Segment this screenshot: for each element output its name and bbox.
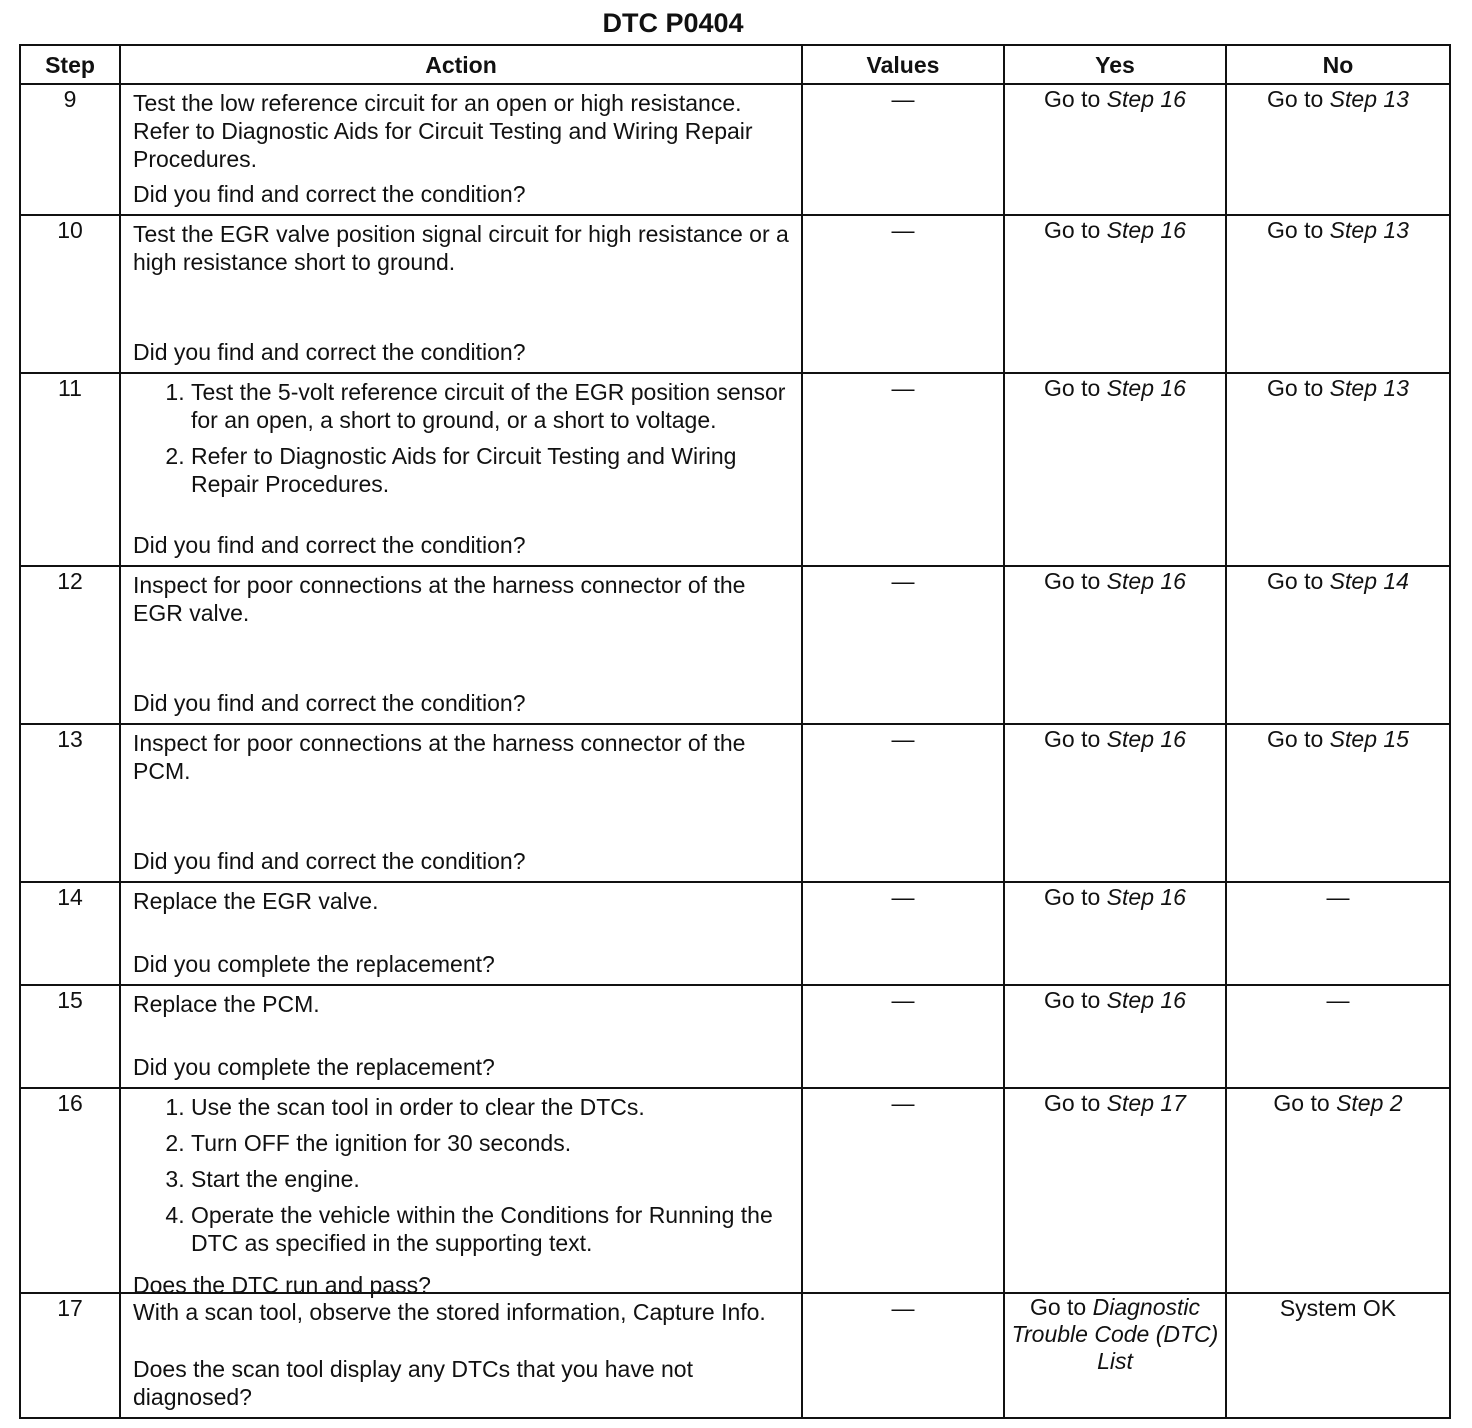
- yes-cell: [1004, 1293, 1226, 1418]
- no-prefix: Go to: [1267, 217, 1330, 243]
- header-row: [20, 45, 1450, 84]
- no-cell: [1226, 1293, 1450, 1418]
- values-cell: —: [802, 985, 1004, 1088]
- action-cell: [120, 724, 802, 882]
- action-text: Replace the PCM.: [133, 991, 320, 1017]
- no-cell: [1226, 882, 1450, 985]
- action-steps-list: [133, 378, 791, 498]
- step-number: 15: [20, 985, 120, 1088]
- header-step: Step: [20, 45, 120, 84]
- action-question: Did you complete the replacement?: [133, 951, 495, 977]
- step-number: 17: [20, 1293, 120, 1418]
- yes-cell: [1004, 84, 1226, 215]
- action-question: Did you find and correct the condition?: [133, 532, 526, 558]
- action-text: Test the EGR valve position signal circuit for high resistance or a high resistance short to ground.: [133, 221, 789, 275]
- action-cell: [120, 566, 802, 724]
- yes-cell: [1004, 724, 1226, 882]
- table-row: [20, 373, 1450, 566]
- action-question: Does the scan tool display any DTCs that you have not diagnosed?: [133, 1356, 693, 1410]
- no-prefix: Go to: [1267, 568, 1330, 594]
- yes-prefix: Go to: [1029, 1294, 1093, 1320]
- values-cell: —: [802, 215, 1004, 373]
- table-row: [20, 1088, 1450, 1293]
- action-question: Did you find and correct the condition?: [133, 181, 526, 207]
- table-row: [20, 566, 1450, 724]
- action-text: Inspect for poor connections at the harness connector of the EGR valve.: [133, 572, 746, 626]
- values-cell: —: [802, 1293, 1004, 1418]
- header-yes: Yes: [1004, 45, 1226, 84]
- step-number: 14: [20, 882, 120, 985]
- yes-link[interactable]: Diagnostic Trouble Code (DTC) List: [1011, 1294, 1219, 1374]
- action-question: Does the DTC run and pass?: [133, 1272, 431, 1298]
- no-cell: [1226, 373, 1450, 566]
- table-row: [20, 215, 1450, 373]
- yes-prefix: Go to: [1044, 987, 1107, 1013]
- step-number: 9: [20, 84, 120, 215]
- table-row: [20, 882, 1450, 985]
- action-text: With a scan tool, observe the stored information, Capture Info.: [133, 1299, 766, 1325]
- yes-prefix: Go to: [1044, 726, 1107, 752]
- yes-step-link[interactable]: Step 16: [1106, 884, 1186, 910]
- action-question: Did you complete the replacement?: [133, 1054, 495, 1080]
- no-cell: [1226, 84, 1450, 215]
- no-cell: [1226, 724, 1450, 882]
- yes-cell: [1004, 882, 1226, 985]
- yes-prefix: Go to: [1044, 1090, 1107, 1116]
- no-text: —: [1326, 884, 1350, 910]
- yes-prefix: Go to: [1044, 568, 1107, 594]
- step-number: 10: [20, 215, 120, 373]
- action-cell: [120, 84, 802, 215]
- table-row: [20, 1293, 1450, 1418]
- table-row: [20, 724, 1450, 882]
- action-question: Did you find and correct the condition?: [133, 690, 526, 716]
- dtc-table: [19, 44, 1451, 1419]
- list-item: 4. Operate the vehicle within the Conditions for Running the DTC as specified in the supporting text.: [191, 1201, 791, 1257]
- yes-step-link[interactable]: Step 16: [1106, 375, 1186, 401]
- values-cell: —: [802, 724, 1004, 882]
- values-cell: —: [802, 882, 1004, 985]
- action-question: Did you find and correct the condition?: [133, 848, 526, 874]
- action-question: Did you find and correct the condition?: [133, 339, 526, 365]
- no-cell: [1226, 1088, 1450, 1293]
- no-prefix: Go to: [1273, 1090, 1337, 1116]
- yes-cell: [1004, 985, 1226, 1088]
- values-cell: —: [802, 566, 1004, 724]
- no-prefix: Go to: [1267, 375, 1330, 401]
- yes-cell: [1004, 215, 1226, 373]
- action-text: Test the low reference circuit for an open or high resistance. Refer to Diagnostic Aids for Circuit Testing and Wiring Repair Procedures.: [133, 90, 753, 172]
- yes-prefix: Go to: [1044, 375, 1107, 401]
- action-text: Replace the EGR valve.: [133, 888, 379, 914]
- action-text: Inspect for poor connections at the harness connector of the PCM.: [133, 730, 746, 784]
- table-row: [20, 84, 1450, 215]
- header-no: No: [1226, 45, 1450, 84]
- yes-step-link[interactable]: Step 16: [1106, 568, 1186, 594]
- action-cell: [120, 373, 802, 566]
- no-step-link[interactable]: Step 13: [1329, 86, 1409, 112]
- list-item: 2. Refer to Diagnostic Aids for Circuit Testing and Wiring Repair Procedures.: [191, 442, 791, 498]
- no-text: —: [1326, 987, 1350, 1013]
- values-cell: —: [802, 373, 1004, 566]
- no-step-link[interactable]: Step 15: [1329, 726, 1409, 752]
- no-cell: [1226, 215, 1450, 373]
- list-item: 1. Test the 5-volt reference circuit of the EGR position sensor for an open, a short to ground, or a short to voltage.: [191, 378, 791, 434]
- values-cell: —: [802, 84, 1004, 215]
- list-item: 3. Start the engine.: [191, 1165, 791, 1193]
- no-prefix: Go to: [1267, 86, 1330, 112]
- no-step-link[interactable]: Step 14: [1329, 568, 1409, 594]
- action-cell: [120, 215, 802, 373]
- step-number: 11: [20, 373, 120, 566]
- yes-step-link[interactable]: Step 17: [1106, 1090, 1186, 1116]
- yes-cell: [1004, 566, 1226, 724]
- action-steps-list: [133, 1093, 791, 1257]
- action-cell: [120, 1293, 802, 1418]
- no-text: System OK: [1279, 1295, 1397, 1321]
- yes-step-link[interactable]: Step 16: [1106, 217, 1186, 243]
- no-cell: [1226, 985, 1450, 1088]
- action-cell: [120, 1088, 802, 1298]
- action-cell: [120, 882, 802, 985]
- no-step-link[interactable]: Step 13: [1329, 375, 1409, 401]
- step-number: 16: [20, 1088, 120, 1293]
- yes-prefix: Go to: [1044, 884, 1107, 910]
- yes-step-link[interactable]: Step 16: [1106, 987, 1186, 1013]
- yes-step-link[interactable]: Step 16: [1106, 86, 1186, 112]
- page-title: DTC P0404: [602, 8, 744, 38]
- no-cell: [1226, 566, 1450, 724]
- no-step-link[interactable]: Step 2: [1336, 1090, 1403, 1116]
- yes-cell: [1004, 1088, 1226, 1293]
- no-prefix: Go to: [1267, 726, 1330, 752]
- action-cell: [120, 985, 802, 1088]
- yes-prefix: Go to: [1044, 217, 1107, 243]
- yes-cell: [1004, 373, 1226, 566]
- list-item: 2. Turn OFF the ignition for 30 seconds.: [191, 1129, 791, 1157]
- values-cell: —: [802, 1088, 1004, 1293]
- step-number: 12: [20, 566, 120, 724]
- table-row: [20, 985, 1450, 1088]
- list-item: 1. Use the scan tool in order to clear the DTCs.: [191, 1093, 791, 1121]
- yes-prefix: Go to: [1044, 86, 1107, 112]
- header-values: Values: [802, 45, 1004, 84]
- step-number: 13: [20, 724, 120, 882]
- no-step-link[interactable]: Step 13: [1329, 217, 1409, 243]
- yes-step-link[interactable]: Step 16: [1106, 726, 1186, 752]
- header-action: Action: [120, 45, 802, 84]
